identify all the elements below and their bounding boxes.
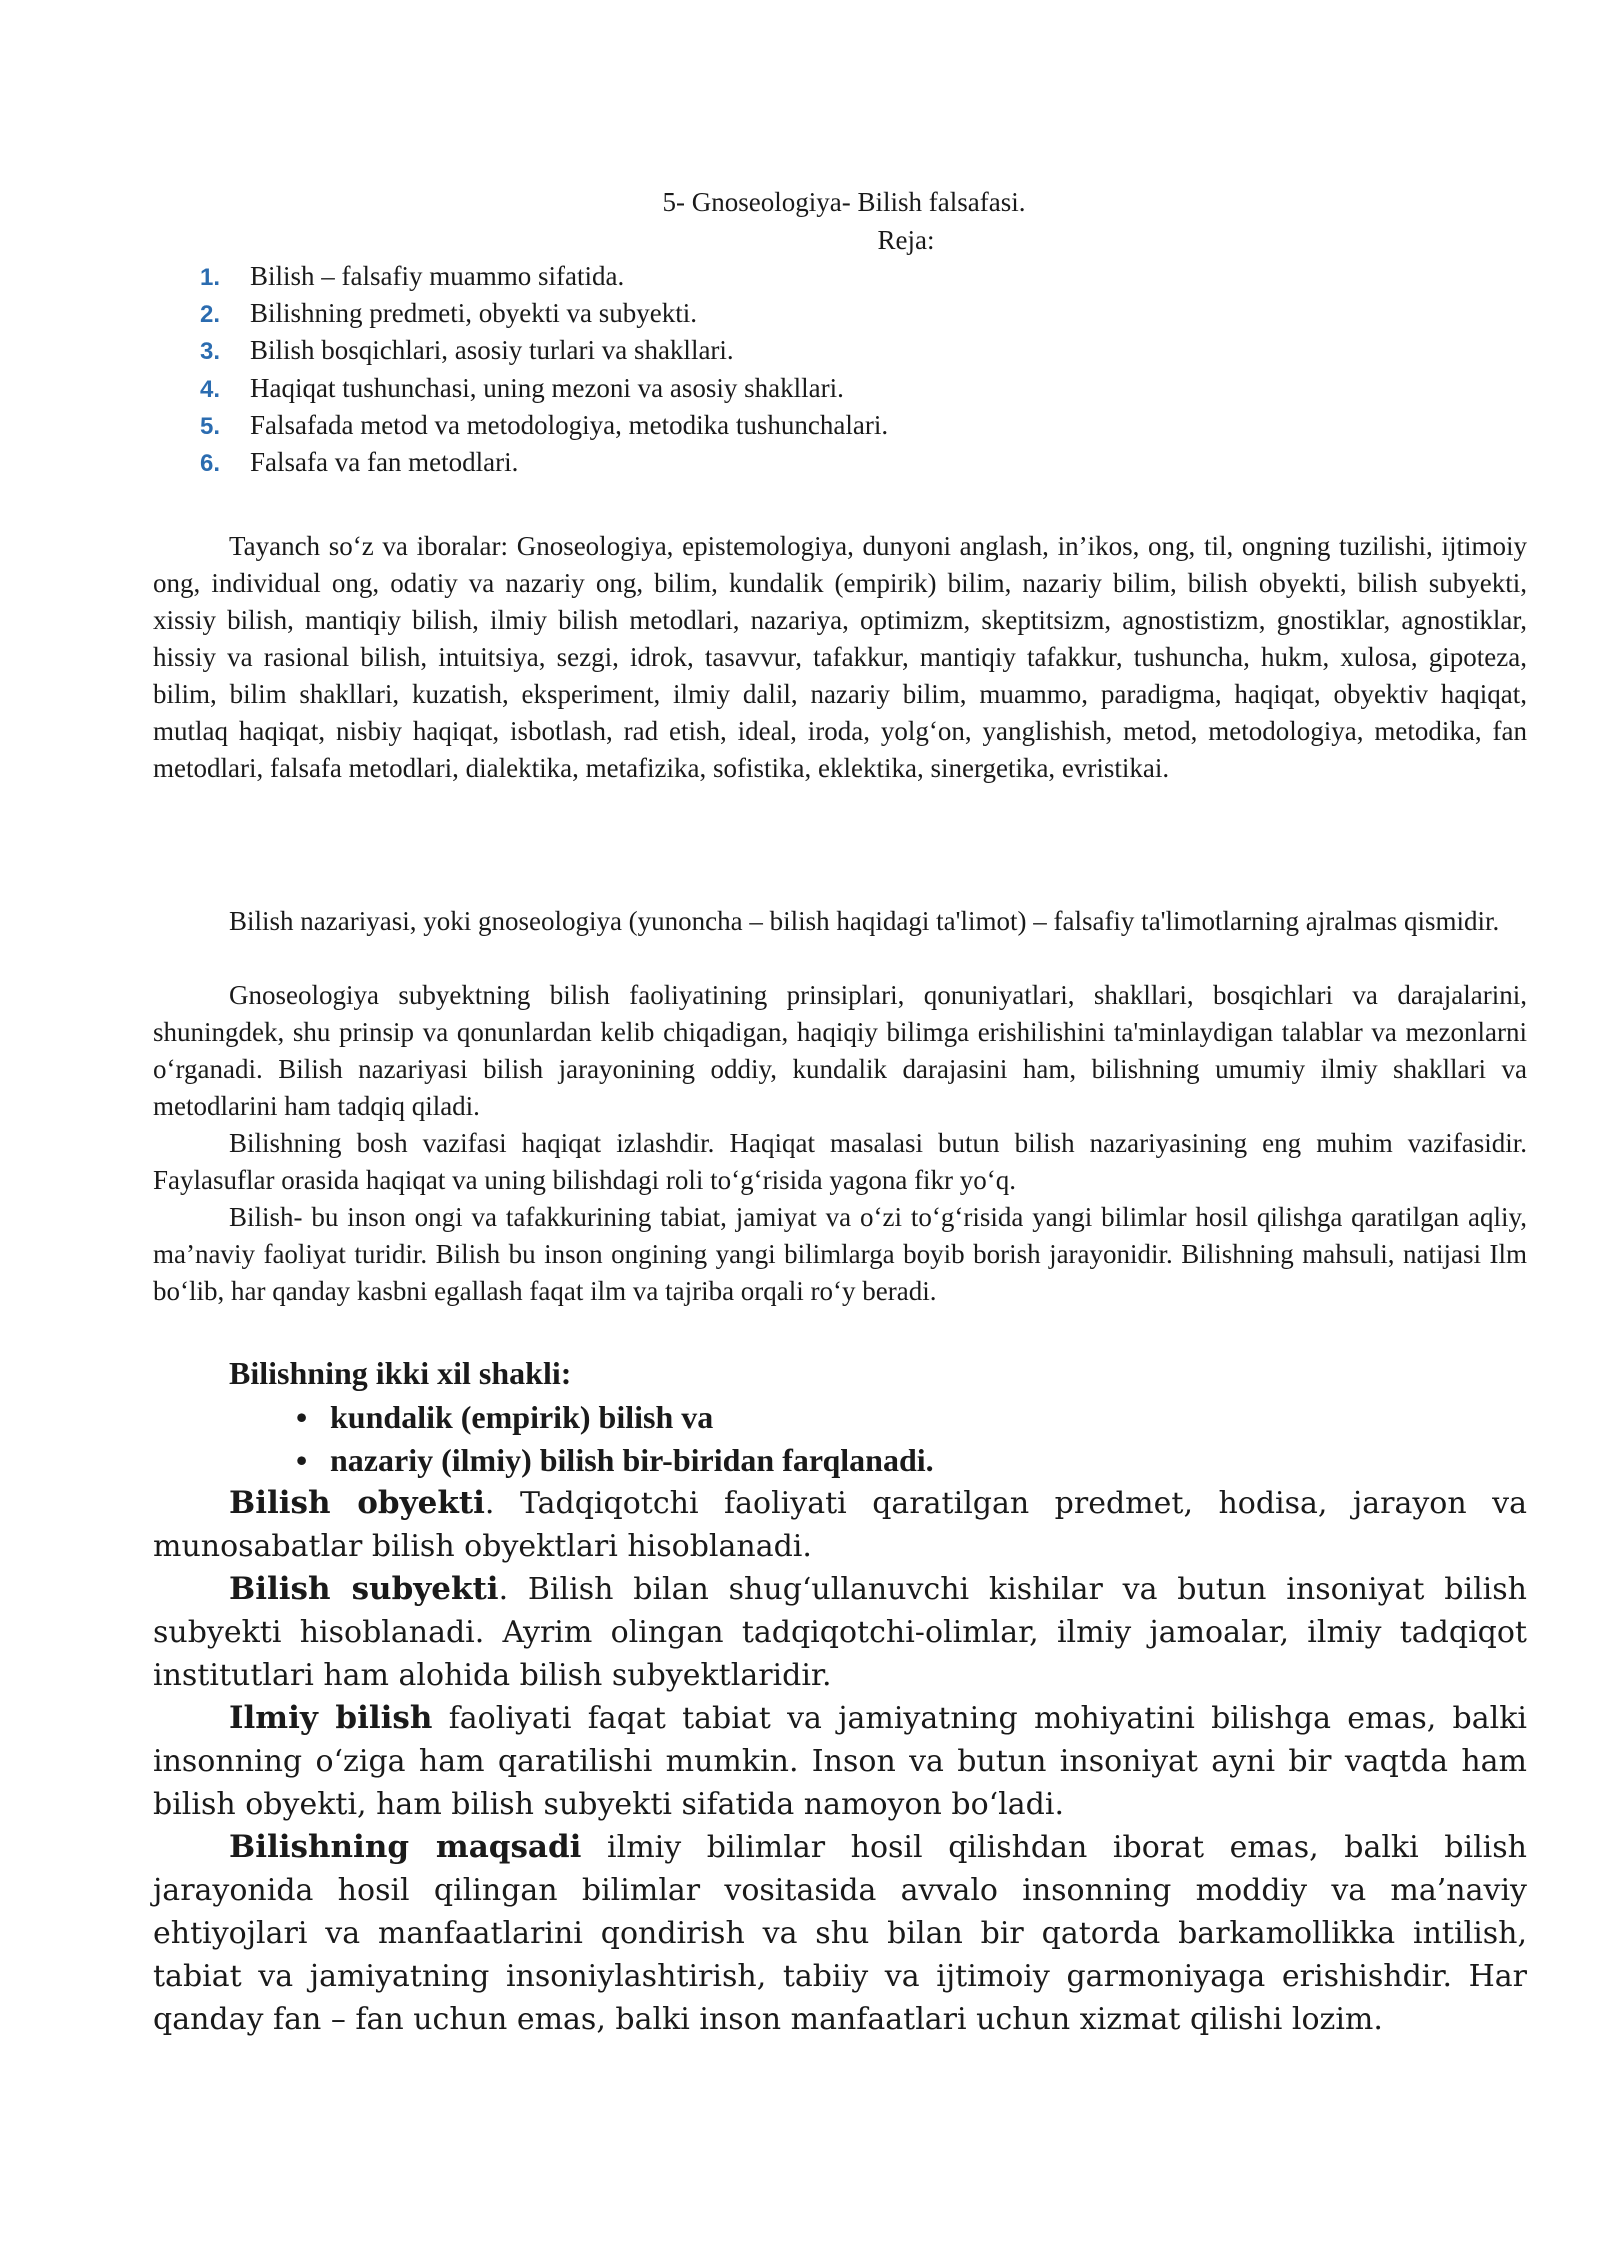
plan-item-number: 5. — [200, 412, 221, 440]
bullet-icon: • — [296, 1442, 308, 1478]
definition-term: Bilish subyekti — [229, 1571, 499, 1607]
body-paragraph: Bilish- bu inson ongi va tafakkurining tabiat, jamiyat va o‘zi to‘g‘risida yangi bilimlar hosil qilishga qaratilgan aqliy, ma’naviy faoliyat turidir. Bilish bu inson ongining yangi bilimlarga boyib borish jarayonidir. Bilishning mahsuli, natijasi Ilm bo‘lib, har qanday kasbni egallash faqat ilm va tajriba orqali ro‘y beradi. — [153, 1202, 1527, 1306]
plan-item-number: 4. — [200, 375, 221, 403]
bullet-icon: • — [296, 1399, 308, 1435]
plan-item — [200, 444, 888, 481]
plan-item-number: 2. — [200, 301, 221, 329]
definition-text: . Tadqiqotchi faoliyati qaratilgan predmet, hodisa, jarayon va munosabatlar bilish obyektlari hisoblanadi. — [153, 1486, 1527, 1564]
definition-text: ilmiy bilimlar hosil qilishdan iborat emas, balki bilish jarayonida hosil qilingan bilimlar vositasida avvalo insonning moddiy va ma’naviy ehtiyojlari va manfaatlarini qondirish va shu bilan bir qatorda barkamollikka intilish, tabiat va jamiyatning insoniylashtirish, tabiiy va ijtimoiy garmoniyaga erishishdir. Har qanday fan – fan uchun emas, balki inson manfaatlari uchun xizmat qilishi lozim. — [153, 1830, 1527, 2037]
plan-item — [200, 407, 888, 444]
keywords-paragraph: Tayanch so‘z va iboralar: Gnoseologiya, epistemologiya, dunyoni anglash, in’ikos, ong, til, ongning tuzilishi, ijtimoiy ong, individual ong, odatiy va nazariy ong, bilim, kundalik (empirik) bilim, nazariy bilim, bilish obyekti, bilish subyekti, xissiy bilish, mantiqiy bilish, ilmiy bilish metodlari, nazariya, optimizm, skeptitsizm, agnostistizm, gnostiklar, agnostiklar, hissiy va rasional bilish, intuitsiya, sezgi, idrok, tasavvur, tafakkur, mantiqiy tafakkur, tushuncha, hukm, xulosa, gipoteza, bilim, bilim shakllari, kuzatish, eksperiment, ilmiy dalil, nazariy bilim, muammo, paradigma, haqiqat, obyektiv haqiqat, mutlaq haqiqat, nisbiy haqiqat, isbotlash, rad etish, ideal, iroda, yolg‘on, yanglishish, metod, metodologiya, metodika, fan metodlari, falsafa metodlari, dialektika, metafizika, sofistika, eklektika, sinergetika, evristikai. — [153, 531, 1527, 783]
plan-item-number: 3. — [200, 338, 221, 366]
forms-list-item — [296, 1396, 934, 1439]
plan-item-number: 1. — [200, 264, 221, 291]
forms-list-item-text: kundalik (empirik) bilish va — [330, 1399, 714, 1435]
plan-item-text: Bilish – falsafiy muammo sifatida. — [250, 261, 625, 291]
forms-list-item-text: nazariy (ilmiy) bilish bir-biridan farqlanadi. — [330, 1442, 934, 1478]
document-title: 5- Gnoseologiya- Bilish falsafasi. — [662, 187, 1026, 217]
definition-paragraph — [153, 1568, 1527, 1697]
plan-item-number: 6. — [200, 449, 221, 477]
definition-term: Ilmiy bilish — [229, 1700, 433, 1736]
definition-paragraph — [153, 1697, 1527, 1826]
plan-heading: Reja: — [877, 225, 935, 255]
definition-term: Bilish obyekti — [229, 1485, 485, 1521]
plan-list — [200, 258, 888, 481]
plan-item-text: Haqiqat tushunchasi, uning mezoni va asosiy shakllari. — [250, 372, 844, 403]
plan-item — [200, 370, 888, 407]
plan-item — [200, 332, 888, 369]
plan-item-text: Bilish bosqichlari, asosiy turlari va shakllari. — [250, 335, 734, 366]
plan-item — [200, 295, 888, 332]
definition-paragraph — [153, 1482, 1527, 1568]
body-paragraph: Bilishning bosh vazifasi haqiqat izlashdir. Haqiqat masalasi butun bilish nazariyasining eng muhim vazifasidir. Faylasuflar orasida haqiqat va uning bilishdagi roli to‘g‘risida yagona fikr yo‘q. — [153, 1128, 1527, 1195]
definition-text: faoliyati faqat tabiat va jamiyatning mohiyatini bilishga emas, balki insonning o‘ziga ham qaratilishi mumkin. Inson va butun insoniyat ayni bir vaqtda ham bilish obyekti, ham bilish subyekti sifatida namoyon bo‘ladi. — [153, 1701, 1527, 1822]
definition-paragraph — [153, 1826, 1527, 2041]
definition-term: Bilishning maqsadi — [229, 1829, 582, 1865]
plan-item — [200, 258, 888, 295]
definition-text: . Bilish bilan shug‘ullanuvchi kishilar va butun insoniyat bilish subyekti hisoblanadi. Ayrim olingan tadqiqotchi-olimlar, ilmiy jamoalar, ilmiy tadqiqot institutlari ham alohida bilish subyektlaridir. — [153, 1572, 1527, 1693]
forms-list — [296, 1396, 934, 1482]
plan-item-text: Bilishning predmeti, obyekti va subyekti. — [250, 298, 697, 329]
forms-heading: Bilishning ikki xil shakli: — [229, 1355, 572, 1391]
forms-list-item — [296, 1439, 934, 1482]
plan-item-text: Falsafada metod va metodologiya, metodika tushunchalari. — [250, 409, 889, 440]
body-paragraph: Bilish nazariyasi, yoki gnoseologiya (yunoncha – bilish haqidagi ta'limot) – falsafiy ta'limotlarning ajralmas qismidir. — [229, 906, 1500, 936]
plan-item-text: Falsafa va fan metodlari. — [250, 446, 519, 477]
body-paragraph: Gnoseologiya subyektning bilish faoliyatining prinsiplari, qonuniyatlari, shakllari, bosqichlari va darajalarini, shuningdek, shu prinsip va qonunlardan kelib chiqadigan, haqiqiy bilimga erishilishini ta'minlaydigan talablar va mezonlarni o‘rganadi. Bilish nazariyasi bilish jarayonining oddiy, kundalik darajasini ham, bilishning umumiy ilmiy shakllari va metodlarini ham tadqiq qiladi. — [153, 980, 1527, 1121]
